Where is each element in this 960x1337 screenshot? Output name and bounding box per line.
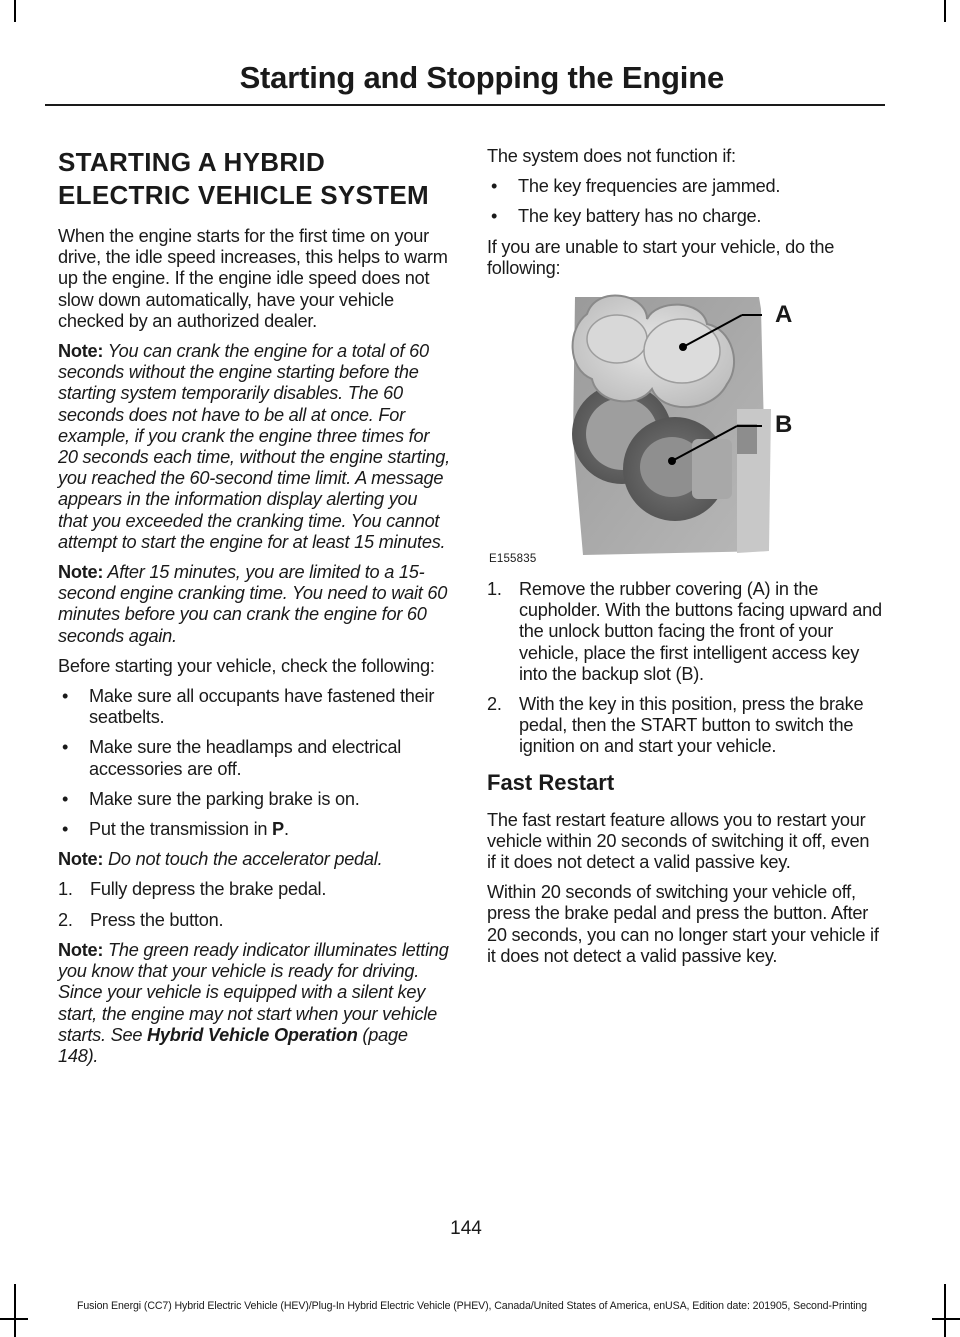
list-item: • Make sure the headlamps and electrical accessories are off. (58, 737, 450, 779)
crop-mark-top-right-v (944, 0, 946, 22)
crop-mark-bottom-left-h (0, 1318, 28, 1320)
not-function-list (487, 176, 882, 227)
list-item: • Make sure the parking brake is on. (58, 789, 450, 810)
header-rule (45, 104, 885, 106)
transmission-prefix: Put the transmission in (89, 819, 273, 840)
right-column (487, 146, 882, 976)
step-number: 1. (487, 579, 502, 600)
note-text: After 15 minutes, you are limited to a 15-second engine cranking time. You need to wait 60 minutes before you can crank the engine for 60 seconds again. (58, 562, 448, 646)
note-end: . (93, 1045, 99, 1066)
section-title (58, 146, 450, 212)
step-text: Remove the rubber covering (A) in the cupholder. With the buttons facing upward and the unlock button facing the front of your vehicle, place the first intelligent access key into the backup slot (B). (519, 579, 882, 684)
list-item: • The key frequencies are jammed. (487, 176, 882, 197)
note-text: You can crank the engine for a total of 60 seconds without the engine starting before the starting system temporarily disables. The 60 seconds does not have to be all at once. For example, if you crank the engine three times for 20 seconds each time, without the engine starting, you reached the 60-second time limit. A message appears in the information display alerting you that you exceeded the cranking time. You cannot attempt to start the engine for at least 15 minutes. (58, 341, 450, 552)
cupholder-illustration (487, 289, 879, 565)
left-column (58, 146, 450, 1076)
transmission-gear: P (272, 819, 284, 840)
step-text: Press the button. (90, 909, 224, 930)
check-intro: Before starting your vehicle, check the following: (58, 655, 435, 676)
list-item (58, 819, 450, 840)
fast-restart-title: Fast Restart (487, 769, 615, 795)
start-steps (58, 879, 450, 930)
crop-mark-bottom-right-h (932, 1318, 960, 1320)
step-number: 1. (58, 879, 73, 900)
step-text: With the key in this position, press the brake pedal, then the START button to switch the ignition on and start your vehicle. (519, 694, 864, 757)
note-label: Note: (58, 562, 104, 583)
note-label: Note: (58, 849, 104, 870)
section-title-line1: STARTING A HYBRID (58, 147, 326, 177)
page-header-title: Starting and Stopping the Engine (239, 60, 724, 95)
fast-restart-paragraph: Within 20 seconds of switching your vehicle off, press the brake pedal and press the button. After 20 seconds, you can no longer start your vehicle if it does not detect a valid passive key. (487, 882, 879, 966)
note-text: The green ready indicator illuminates letting you know that your vehicle is ready for driving. Since your vehicle is equipped with a silent key start, the engine may not start when your vehicle starts. See (58, 939, 449, 1045)
pre-start-checklist (58, 686, 450, 840)
callout-label-a: A (775, 301, 793, 329)
list-item (487, 694, 882, 758)
crop-mark-bottom-left (14, 1284, 16, 1337)
note-ready-indicator (58, 940, 450, 1067)
crop-mark-top-left-v (14, 0, 16, 22)
note-label: Note: (58, 939, 104, 960)
fast-restart-paragraph: The fast restart feature allows you to restart your vehicle within 20 seconds of switching it off, even if it does not detect a valid passive key. (487, 809, 870, 873)
transmission-suffix: . (283, 819, 289, 840)
callout-label-b: B (775, 411, 793, 439)
intro-paragraph: When the engine starts for the first time on your drive, the idle speed increases, this helps to warm up the engine. If the engine idle speed does not slow down automatically, have your vehicle checked by an authorized dealer. (58, 226, 448, 331)
list-item (58, 879, 450, 900)
note-crank-wait (58, 562, 450, 647)
crop-mark-bottom-right (944, 1284, 946, 1337)
cross-reference-link[interactable]: Hybrid Vehicle Operation (147, 1024, 358, 1045)
note-text: Do not touch the accelerator pedal. (103, 849, 383, 870)
step-number: 2. (58, 909, 73, 930)
cupholder-figure (487, 289, 879, 565)
step-text: Fully depress the brake pedal. (90, 879, 327, 900)
list-item: • The key battery has no charge. (487, 206, 882, 227)
backup-start-steps (487, 579, 882, 758)
section-title-line2: ELECTRIC VEHICLE SYSTEM (58, 180, 429, 210)
page-number: 144 (450, 1218, 482, 1239)
note-accelerator (58, 849, 450, 870)
not-function-intro: The system does not function if: (487, 146, 736, 166)
list-item (58, 910, 450, 931)
note-crank-limit (58, 341, 450, 553)
figure-code: E155835 (489, 553, 537, 566)
unable-intro: If you are unable to start your vehicle, do the following: (487, 236, 835, 278)
page-reference: (page 148) (58, 1024, 408, 1066)
step-number: 2. (487, 694, 502, 715)
list-item: • Make sure all occupants have fastened their seatbelts. (58, 686, 450, 728)
note-label: Note: (58, 341, 104, 362)
list-item (487, 579, 882, 685)
footer-edition-info: Fusion Energi (CC7) Hybrid Electric Vehicle (HEV)/Plug-In Hybrid Electric Vehicle (PHEV), Canada/United States of America, enUSA, Edition date: 201905, Second-Printing (77, 1300, 867, 1312)
